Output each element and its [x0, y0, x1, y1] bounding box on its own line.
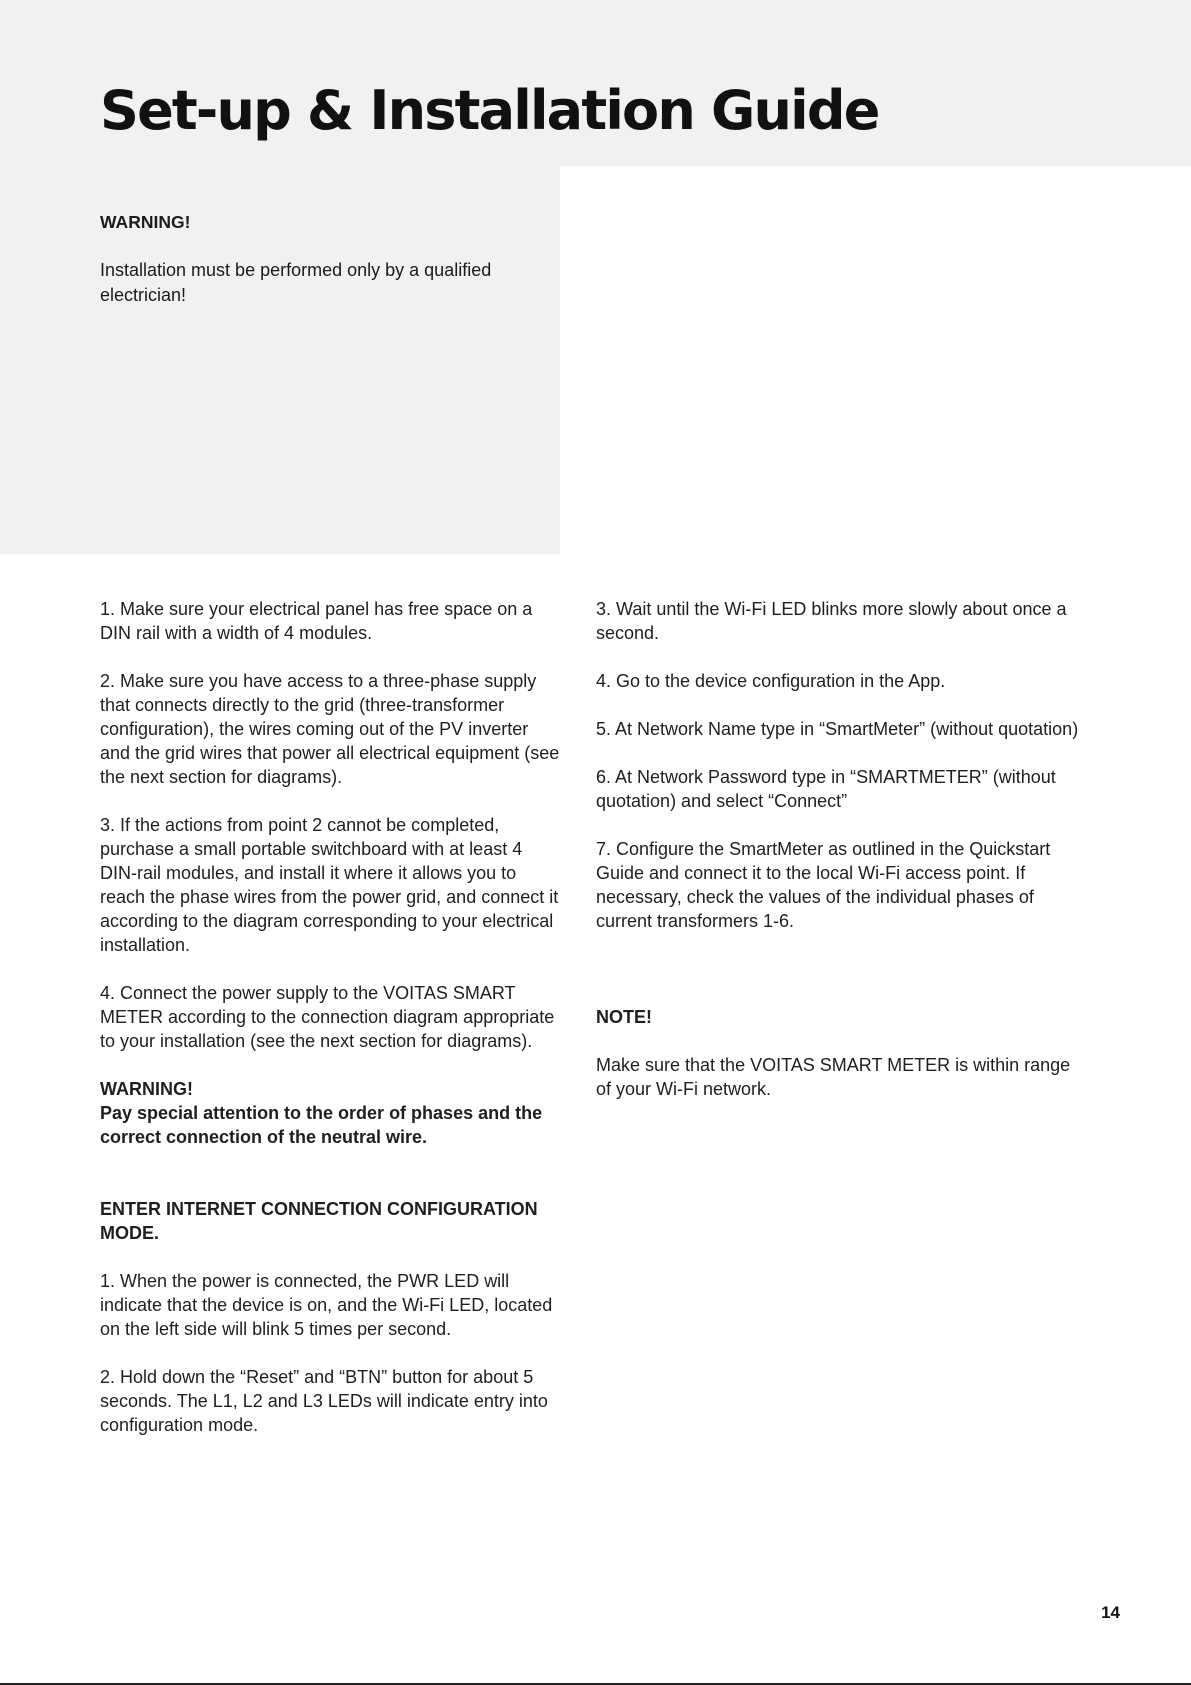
- step-3-text: 3. If the actions from point 2 cannot be completed, purchase a small portable switchboard with at least 4 DIN-rail modules, and install it where it allows you to reach the phase wires from the power grid, and connect it according to the diagram corresponding to your electrical installation.: [100, 815, 559, 955]
- left-column: [100, 597, 562, 1461]
- warning-box-heading: WARNING!: [100, 212, 191, 232]
- step-1-text: 1. Make sure your electrical panel has free space on a DIN rail with a width of 4 modules.: [100, 599, 533, 643]
- phase-warning-heading: WARNING!: [100, 1079, 193, 1099]
- config-step-3-text: 3. Wait until the Wi-Fi LED blinks more slowly about once a second.: [596, 599, 1067, 643]
- step-2-text: 2. Make sure you have access to a three-phase supply that connects directly to the grid (three-transformer configuration), the wires coming out of the PV inverter and the grid wires that power all electrical equipment (see the next section for diagrams).: [100, 671, 560, 787]
- config-step-5-text: 5. At Network Name type in “SmartMeter” (without quotation): [596, 719, 1079, 739]
- step-4-text: 4. Connect the power supply to the VOITAS SMART METER according to the connection diagram appropriate to your installation (see the next section for diagrams).: [100, 983, 555, 1051]
- config-step-7-text: 7. Configure the SmartMeter as outlined in the Quickstart Guide and connect it to the local Wi-Fi access point. If necessary, check the values of the individual phases of current transformers 1-6.: [596, 839, 1051, 931]
- config-step-1-text: 1. When the power is connected, the PWR LED will indicate that the device is on, and the Wi-Fi LED, located on the left side will blink 5 times per second.: [100, 1271, 553, 1339]
- config-step-6-text: 6. At Network Password type in “SMARTMETER” (without quotation) and select “Connect”: [596, 767, 1056, 811]
- note-text: Make sure that the VOITAS SMART METER is within range of your Wi-Fi network.: [596, 1055, 1071, 1099]
- note-heading: NOTE!: [596, 1007, 652, 1027]
- config-step-4-text: 4. Go to the device configuration in the App.: [596, 671, 946, 691]
- phase-warning-text: Pay special attention to the order of phases and the correct connection of the neutral wire.: [100, 1103, 543, 1147]
- page-title: Set-up & Installation Guide: [100, 79, 879, 142]
- right-column: [596, 597, 1086, 1125]
- phase-warning: [100, 1077, 562, 1149]
- warning-box-text: Installation must be performed only by a qualified electrician!: [100, 260, 492, 305]
- page-number: 14: [1101, 1603, 1120, 1622]
- config-mode-heading: ENTER INTERNET CONNECTION CONFIGURATION MODE.: [100, 1199, 538, 1243]
- warning-box: [100, 210, 530, 308]
- config-step-2-text: 2. Hold down the “Reset” and “BTN” button for about 5 seconds. The L1, L2 and L3 LEDs will indicate entry into configuration mode.: [100, 1367, 548, 1435]
